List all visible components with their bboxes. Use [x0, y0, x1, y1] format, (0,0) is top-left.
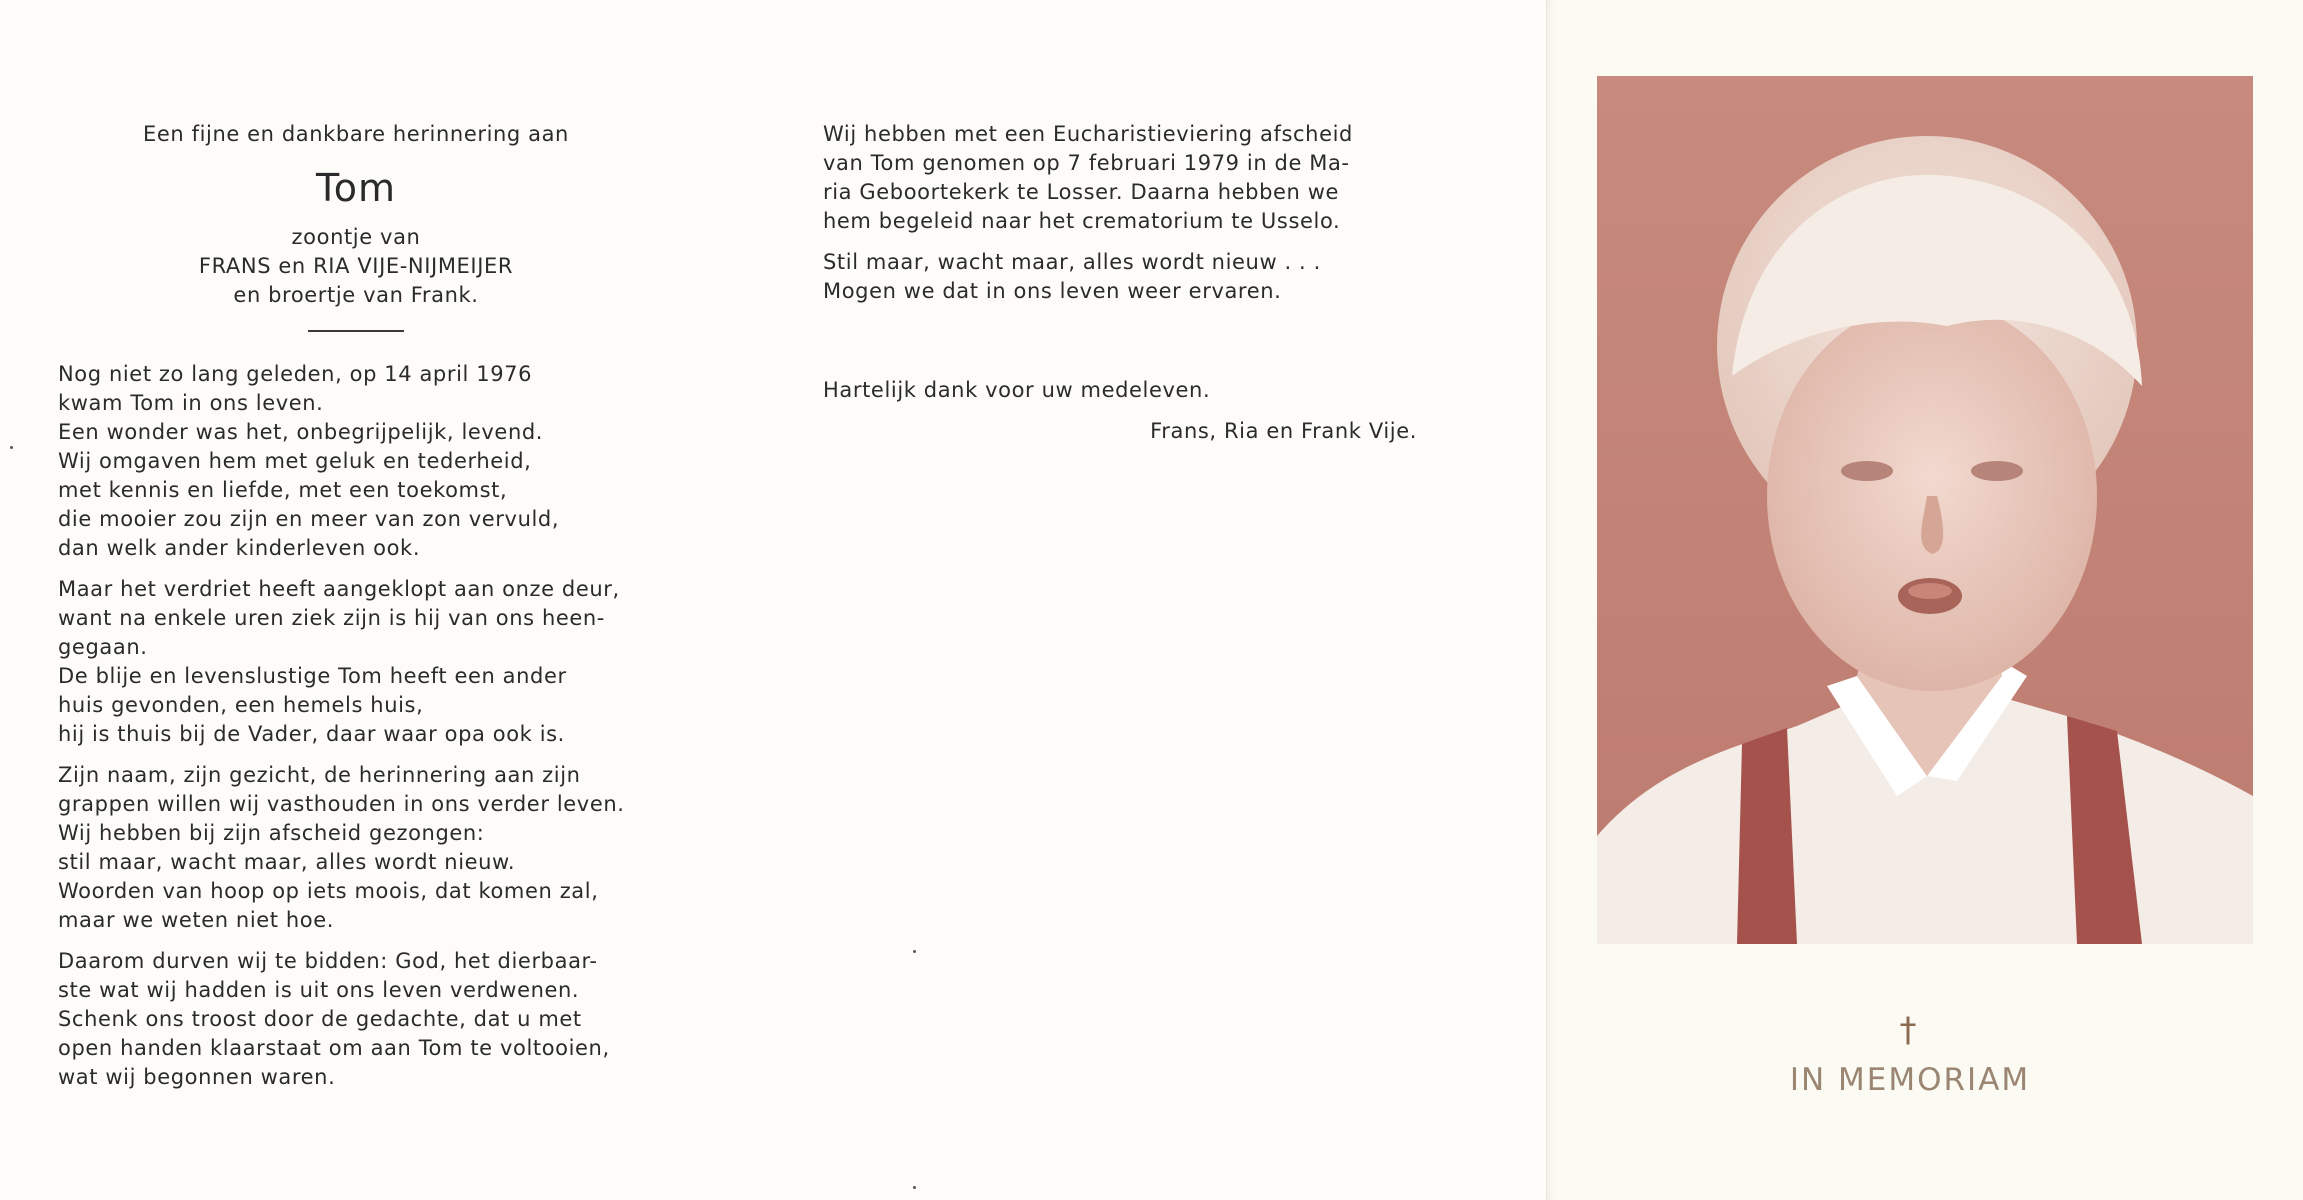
paragraph-line: Stil maar, wacht maar, alles wordt nieuw . . .: [823, 250, 1321, 274]
stanza-line: kwam Tom in ons leven.: [58, 391, 324, 415]
stanza-line: hij is thuis bij de Vader, daar waar opa ook is.: [58, 722, 565, 746]
stanza-line: Schenk ons troost door de gedachte, dat u met: [58, 1007, 582, 1031]
stanza-1: [58, 360, 654, 563]
stanza-line: Nog niet zo lang geleden, op 14 april 1976: [58, 362, 533, 386]
stanza-line: Daarom durven wij te bidden: God, het dierbaar-: [58, 949, 598, 973]
stanza-line: Een wonder was het, onbegrijpelijk, levend.: [58, 420, 544, 444]
relation-line-1: zoontje van: [291, 225, 421, 249]
signature-text: Frans, Ria en Frank Vije.: [1150, 419, 1417, 443]
stanza-line: huis gevonden, een hemels huis,: [58, 693, 424, 717]
stanza-line: grappen willen wij vasthouden in ons verder leven.: [58, 792, 625, 816]
portrait-illustration: [1597, 76, 2253, 944]
stanza-line: Wij hebben bij zijn afscheid gezongen:: [58, 821, 485, 845]
stanza-line: wat wij begonnen waren.: [58, 1065, 336, 1089]
deceased-name: Tom: [315, 166, 397, 210]
portrait-photo: [1597, 76, 2253, 944]
stanza-line: maar we weten niet hoe.: [58, 908, 335, 932]
stanza-3: [58, 761, 654, 935]
stanza-line: Zijn naam, zijn gezicht, de herinnering aan zijn: [58, 763, 581, 787]
paragraph-line: van Tom genomen op 7 februari 1979 in de Ma-: [823, 151, 1350, 175]
stanza-line: stil maar, wacht maar, alles wordt nieuw.: [58, 850, 516, 874]
paper-speck: [913, 950, 916, 953]
stanza-2: [58, 575, 654, 749]
paragraph-line: Wij hebben met een Eucharistieviering afscheid: [823, 122, 1353, 146]
paragraph-line: Mogen we dat in ons leven weer ervaren.: [823, 279, 1282, 303]
stanza-4: [58, 947, 654, 1092]
stanza-line: Wij omgaven hem met geluk en tederheid,: [58, 449, 532, 473]
relation-line-3: en broertje van Frank.: [233, 283, 479, 307]
stanza-line: want na enkele uren ziek zijn is hij van ons heen-: [58, 606, 605, 630]
middle-panel: [823, 120, 1417, 446]
in-memoriam-caption: IN MEMORIAM: [1789, 1062, 2031, 1098]
paper-speck: [913, 1186, 916, 1189]
stanza-line: met kennis en liefde, met een toekomst,: [58, 478, 508, 502]
stanza-line: De blije en levenslustige Tom heeft een ander: [58, 664, 567, 688]
farewell-paragraph: [823, 120, 1417, 236]
hope-paragraph: [823, 248, 1417, 306]
stanza-line: open handen klaarstaat om aan Tom te voltooien,: [58, 1036, 610, 1060]
stanza-line: ste wat wij hadden is uit ons leven verdwenen.: [58, 978, 580, 1002]
paragraph-line: hem begeleid naar het crematorium te Usselo.: [823, 209, 1341, 233]
thanks-text: Hartelijk dank voor uw medeleven.: [823, 378, 1211, 402]
stanza-line: gegaan.: [58, 635, 148, 659]
left-panel: [58, 120, 654, 1104]
cross-icon: †: [1899, 1010, 1917, 1050]
stanza-line: Woorden van hoop op iets moois, dat komen zal,: [58, 879, 599, 903]
stanza-line: die mooier zou zijn en meer van zon vervuld,: [58, 507, 560, 531]
divider-rule: [308, 330, 404, 332]
stanza-line: dan welk ander kinderleven ook.: [58, 536, 421, 560]
relation-line-2: FRANS en RIA VIJE-NIJMEIJER: [198, 254, 514, 278]
paper-speck: [10, 446, 13, 449]
intro-text: Een fijne en dankbare herinnering aan: [143, 122, 569, 146]
stanza-line: Maar het verdriet heeft aangeklopt aan onze deur,: [58, 577, 620, 601]
paragraph-line: ria Geboortekerk te Losser. Daarna hebben we: [823, 180, 1340, 204]
